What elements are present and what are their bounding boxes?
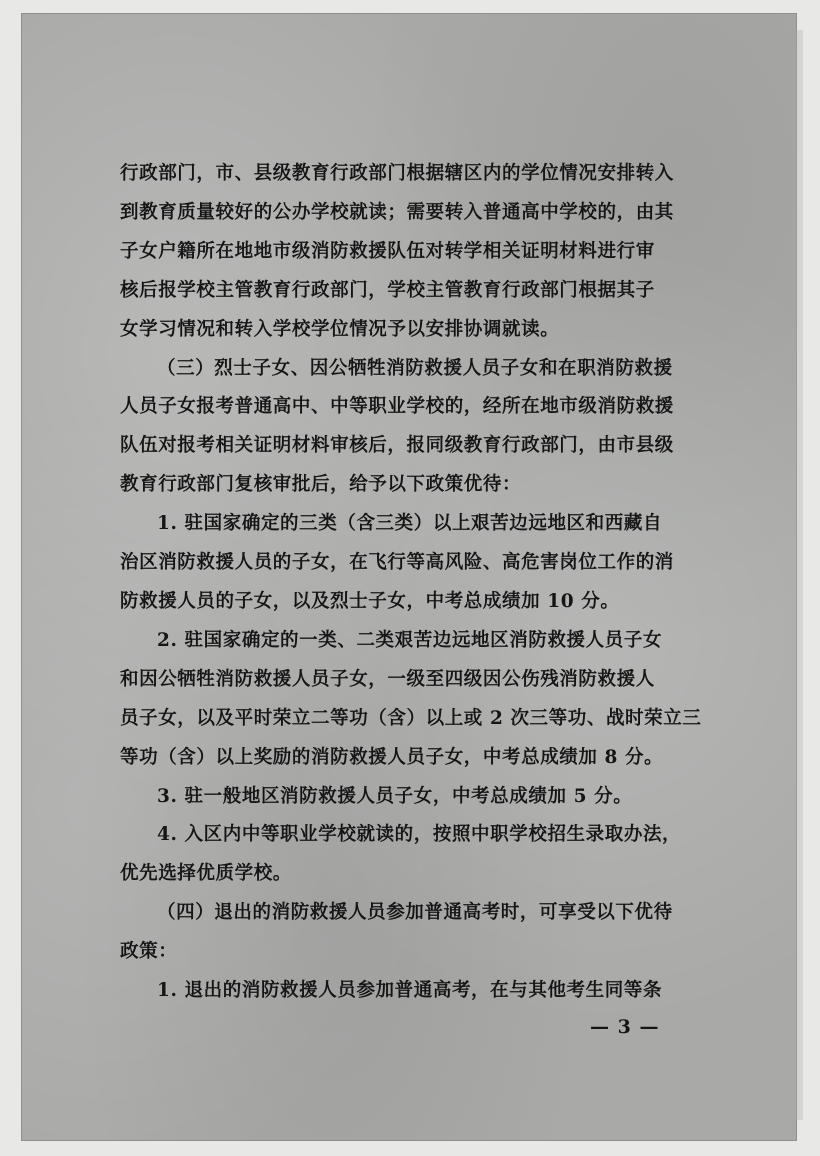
text-line: 防救援人员的子女，以及烈士子女，中考总成绩加 10 分。 [120,590,620,612]
text-line: 队伍对报考相关证明材料审核后，报同级教育行政部门，由市县级 [120,435,674,457]
text-line: 等功（含）以上奖励的消防救援人员子女，中考总成绩加 8 分。 [120,746,664,768]
text-line: （三）烈士子女、因公牺牲消防救援人员子女和在职消防救援 [157,357,673,379]
text-line: 女学习情况和转入学校学位情况予以安排协调就读。 [120,318,560,340]
text-line: 行政部门，市、县级教育行政部门根据辖区内的学位情况安排转入 [120,163,674,184]
text-line: 2. 驻国家确定的一类、二类艰苦边远地区消防救援人员子女 [157,629,663,651]
text-line: 到教育质量较好的公办学校就读；需要转入普通高中学校的，由其 [120,201,674,223]
text-line: 子女户籍所在地地市级消防救援队伍对转学相关证明材料进行审 [120,240,655,262]
text-line: 政策： [120,941,178,963]
text-line: （四）退出的消防救援人员参加普通高考时，可享受以下优待 [157,902,673,924]
scan-edge [796,30,803,1120]
document-body [120,155,702,1011]
text-line: 1. 驻国家确定的三类（含三类）以上艰苦边远地区和西藏自 [157,513,663,535]
text-line: 人员子女报考普通高中、中等职业学校的，经所在地市级消防救援 [120,396,674,418]
text-line: 1. 退出的消防救援人员参加普通高考，在与其他考生同等条 [157,980,663,1002]
text-line: 教育行政部门复核审批后，给予以下政策优待： [120,474,522,496]
text-line: 优先选择优质学校。 [120,863,292,885]
text-line: 核后报学校主管教育行政部门，学校主管教育行政部门根据其子 [120,279,655,301]
text-line: 治区消防救援人员的子女，在飞行等高风险、高危害岗位工作的消 [120,552,674,574]
text-line: 员子女，以及平时荣立二等功（含）以上或 2 次三等功、战时荣立三 [120,707,702,729]
text-line: 4. 入区内中等职业学校就读的，按照中职学校招生录取办法， [157,824,682,846]
text-line: 和因公牺牲消防救援人员子女，一级至四级因公伤残消防救援人 [120,668,655,690]
text-line: 3. 驻一般地区消防救援人员子女，中考总成绩加 5 分。 [157,785,633,807]
page-number: — 3 — [590,1016,660,1038]
